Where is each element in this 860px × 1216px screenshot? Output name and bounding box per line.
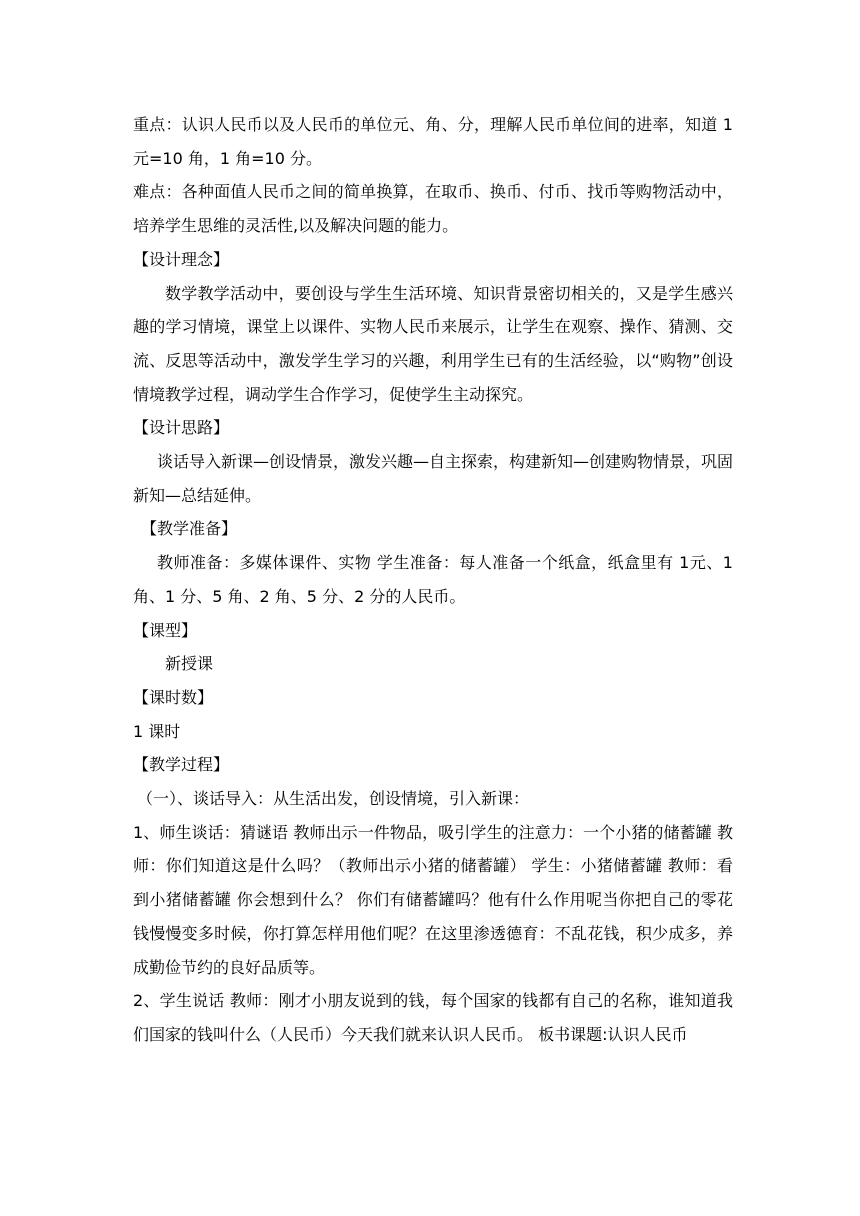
section-one-heading: （一）、谈话导入：从生活出发，创设情境，引入新课：	[137, 789, 530, 809]
step-two-paragraph: 2、学生说话 教师：刚才小朋友说到的钱，每个国家的钱都有自己的名称，谁知道我们国家的钱叫什么（人民币）今天我们就来认识人民币。 板书课题:认识人民币	[133, 991, 733, 1044]
design-idea-paragraph: 谈话导入新课—创设情景，激发兴趣—自主探索，构建新知—创建购物情景，巩固新知—总结延伸。	[133, 452, 734, 505]
key-points-paragraph: 重点：认识人民币以及人民币的单位元、角、分，理解人民币单位间的进率，知道 1 元=10 角，1 角=10 分。	[133, 115, 733, 168]
document-page	[133, 108, 733, 1052]
lesson-count-heading: 【课时数】	[133, 687, 214, 707]
design-idea-heading: 【设计思路】	[133, 418, 230, 438]
teaching-preparation-heading: 【教学准备】	[141, 519, 238, 539]
lesson-count-value: 1 课时	[133, 721, 181, 741]
difficulties-paragraph: 难点：各种面值人民币之间的简单换算，在取币、换币、付币、找币等购物活动中，培养学生思维的灵活性,以及解决问题的能力。	[133, 182, 733, 236]
lesson-type-heading: 【课型】	[133, 620, 198, 640]
teaching-preparation-paragraph: 教师准备：多媒体课件、实物 学生准备：每人准备一个纸盒，纸盒里有 1元、1 角、1 分、5 角、2 角、5 分、2 分的人民币。	[133, 553, 733, 606]
step-one-paragraph: 1、师生谈话：猜谜语 教师出示一件物品，吸引学生的注意力：一个小猪的储蓄罐 教师：你们知道这是什么吗？（教师出示小猪的储蓄罐） 学生：小猪储蓄罐 教师：看到小猪储蓄罐 你会想到什么？ 你们有储蓄罐吗？他有什么作用呢当你把自己的零花钱慢慢变多时候，你打算怎样用他们呢？在这里渗透德育：不乱花钱，积少成多，养成勤俭节约的良好品质等。	[133, 822, 733, 977]
design-concept-heading: 【设计理念】	[133, 249, 230, 269]
design-concept-paragraph: 数学教学活动中，要创设与学生生活环境、知识背景密切相关的，又是学生感兴趣的学习情境，课堂上以课件、实物人民币来展示，让学生在观察、操作、猜测、交流、反思等活动中，激发学生学习的兴趣，利用学生已有的生活经验，以“购物”创设情境教学过程，调动学生合作学习，促使学生主动探究。	[133, 283, 733, 404]
lesson-type-value: 新授课	[165, 654, 214, 674]
teaching-process-heading: 【教学过程】	[133, 755, 230, 775]
